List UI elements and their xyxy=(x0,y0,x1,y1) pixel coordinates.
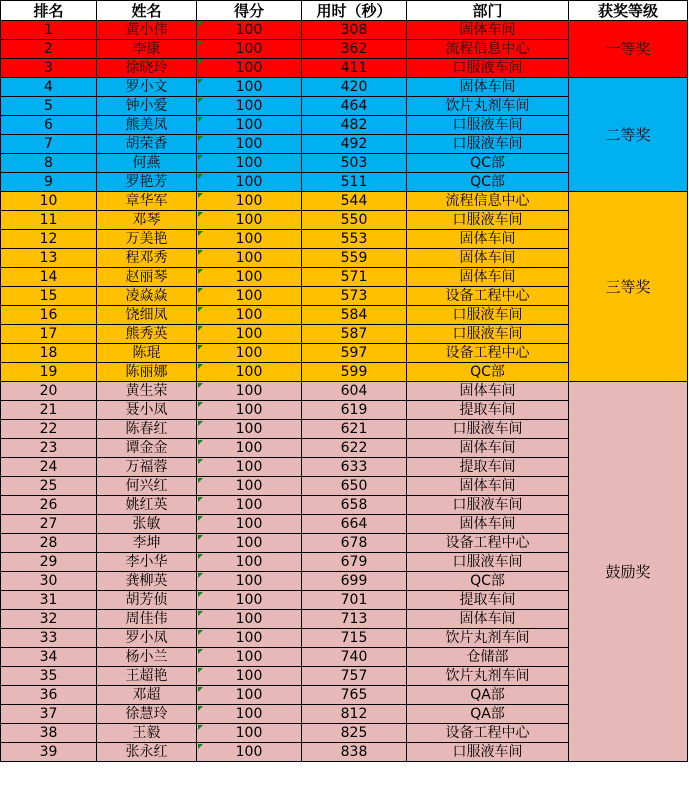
cell-name[interactable]: 李康 xyxy=(97,40,197,59)
cell-time[interactable]: 757 xyxy=(302,667,407,686)
cell-department[interactable]: 提取车间 xyxy=(407,591,569,610)
header-department[interactable]: 部门 xyxy=(407,1,569,21)
cell-department[interactable]: QC部 xyxy=(407,154,569,173)
cell-score[interactable]: 100 xyxy=(197,268,302,287)
cell-department[interactable]: 设备工程中心 xyxy=(407,344,569,363)
cell-rank[interactable]: 3 xyxy=(1,59,97,78)
cell-rank[interactable]: 37 xyxy=(1,705,97,724)
cell-department[interactable]: 提取车间 xyxy=(407,401,569,420)
cell-name[interactable]: 何燕 xyxy=(97,154,197,173)
cell-name[interactable]: 罗艳芳 xyxy=(97,173,197,192)
cell-department[interactable]: 口服液车间 xyxy=(407,59,569,78)
cell-name[interactable]: 杨小兰 xyxy=(97,648,197,667)
cell-time[interactable]: 633 xyxy=(302,458,407,477)
cell-score[interactable]: 100 xyxy=(197,59,302,78)
cell-score[interactable]: 100 xyxy=(197,667,302,686)
cell-time[interactable]: 825 xyxy=(302,724,407,743)
cell-rank[interactable]: 10 xyxy=(1,192,97,211)
header-time[interactable]: 用时（秒） xyxy=(302,1,407,21)
cell-rank[interactable]: 17 xyxy=(1,325,97,344)
cell-department[interactable]: 固体车间 xyxy=(407,477,569,496)
cell-name[interactable]: 罗小文 xyxy=(97,78,197,97)
cell-time[interactable]: 411 xyxy=(302,59,407,78)
cell-name[interactable]: 李小华 xyxy=(97,553,197,572)
cell-score[interactable]: 100 xyxy=(197,306,302,325)
cell-department[interactable]: 固体车间 xyxy=(407,249,569,268)
cell-score[interactable]: 100 xyxy=(197,192,302,211)
cell-name[interactable]: 谭金金 xyxy=(97,439,197,458)
cell-rank[interactable]: 7 xyxy=(1,135,97,154)
cell-department[interactable]: 口服液车间 xyxy=(407,116,569,135)
cell-name[interactable]: 胡荣香 xyxy=(97,135,197,154)
cell-time[interactable]: 765 xyxy=(302,686,407,705)
cell-score[interactable]: 100 xyxy=(197,230,302,249)
cell-time[interactable]: 550 xyxy=(302,211,407,230)
cell-rank[interactable]: 14 xyxy=(1,268,97,287)
cell-rank[interactable]: 27 xyxy=(1,515,97,534)
cell-time[interactable]: 622 xyxy=(302,439,407,458)
cell-score[interactable]: 100 xyxy=(197,287,302,306)
cell-rank[interactable]: 4 xyxy=(1,78,97,97)
cell-name[interactable]: 黄生荣 xyxy=(97,382,197,401)
cell-rank[interactable]: 11 xyxy=(1,211,97,230)
cell-name[interactable]: 聂小凤 xyxy=(97,401,197,420)
cell-department[interactable]: 固体车间 xyxy=(407,268,569,287)
cell-score[interactable]: 100 xyxy=(197,135,302,154)
cell-department[interactable]: 口服液车间 xyxy=(407,325,569,344)
cell-department[interactable]: 仓储部 xyxy=(407,648,569,667)
cell-department[interactable]: 固体车间 xyxy=(407,439,569,458)
cell-name[interactable]: 熊美凤 xyxy=(97,116,197,135)
cell-rank[interactable]: 26 xyxy=(1,496,97,515)
cell-score[interactable]: 100 xyxy=(197,648,302,667)
cell-time[interactable]: 664 xyxy=(302,515,407,534)
table-body xyxy=(1,21,688,762)
cell-time[interactable]: 650 xyxy=(302,477,407,496)
cell-name[interactable]: 邓超 xyxy=(97,686,197,705)
cell-score[interactable]: 100 xyxy=(197,572,302,591)
header-row xyxy=(1,1,688,21)
cell-rank[interactable]: 35 xyxy=(1,667,97,686)
cell-department[interactable]: 口服液车间 xyxy=(407,743,569,762)
cell-rank[interactable]: 5 xyxy=(1,97,97,116)
cell-department[interactable]: 固体车间 xyxy=(407,21,569,40)
cell-time[interactable]: 597 xyxy=(302,344,407,363)
cell-rank[interactable]: 28 xyxy=(1,534,97,553)
cell-time[interactable]: 715 xyxy=(302,629,407,648)
cell-time[interactable]: 740 xyxy=(302,648,407,667)
cell-rank[interactable]: 2 xyxy=(1,40,97,59)
cell-score[interactable]: 100 xyxy=(197,154,302,173)
cell-time[interactable]: 679 xyxy=(302,553,407,572)
cell-department[interactable]: 口服液车间 xyxy=(407,211,569,230)
cell-time[interactable]: 587 xyxy=(302,325,407,344)
cell-department[interactable]: 口服液车间 xyxy=(407,496,569,515)
cell-name[interactable]: 熊秀英 xyxy=(97,325,197,344)
cell-name[interactable]: 钟小爱 xyxy=(97,97,197,116)
cell-time[interactable]: 492 xyxy=(302,135,407,154)
cell-time[interactable]: 604 xyxy=(302,382,407,401)
cell-time[interactable]: 678 xyxy=(302,534,407,553)
cell-department[interactable]: QA部 xyxy=(407,705,569,724)
cell-time[interactable]: 464 xyxy=(302,97,407,116)
cell-department[interactable]: 固体车间 xyxy=(407,382,569,401)
cell-rank[interactable]: 20 xyxy=(1,382,97,401)
cell-rank[interactable]: 24 xyxy=(1,458,97,477)
cell-department[interactable]: 设备工程中心 xyxy=(407,287,569,306)
cell-rank[interactable]: 13 xyxy=(1,249,97,268)
cell-score[interactable]: 100 xyxy=(197,496,302,515)
cell-rank[interactable]: 12 xyxy=(1,230,97,249)
cell-name[interactable]: 王毅 xyxy=(97,724,197,743)
cell-department[interactable]: 固体车间 xyxy=(407,78,569,97)
cell-time[interactable]: 362 xyxy=(302,40,407,59)
cell-score[interactable]: 100 xyxy=(197,40,302,59)
cell-score[interactable]: 100 xyxy=(197,420,302,439)
cell-department[interactable]: 固体车间 xyxy=(407,610,569,629)
cell-score[interactable]: 100 xyxy=(197,705,302,724)
header-rank[interactable]: 排名 xyxy=(1,1,97,21)
cell-department[interactable]: 提取车间 xyxy=(407,458,569,477)
cell-score[interactable]: 100 xyxy=(197,686,302,705)
cell-time[interactable]: 511 xyxy=(302,173,407,192)
header-award-level[interactable]: 获奖等级 xyxy=(569,1,688,21)
cell-rank[interactable]: 33 xyxy=(1,629,97,648)
cell-name[interactable]: 何兴红 xyxy=(97,477,197,496)
cell-name[interactable]: 黄小伟 xyxy=(97,21,197,40)
cell-rank[interactable]: 22 xyxy=(1,420,97,439)
cell-department[interactable]: QC部 xyxy=(407,173,569,192)
table-row xyxy=(1,78,688,97)
cell-rank[interactable]: 19 xyxy=(1,363,97,382)
cell-name[interactable]: 徐晓玲 xyxy=(97,59,197,78)
cell-time[interactable]: 420 xyxy=(302,78,407,97)
cell-award-level[interactable]: 一等奖 xyxy=(569,21,688,78)
cell-name[interactable]: 邓琴 xyxy=(97,211,197,230)
cell-rank[interactable]: 23 xyxy=(1,439,97,458)
cell-department[interactable]: QC部 xyxy=(407,572,569,591)
cell-time[interactable]: 812 xyxy=(302,705,407,724)
cell-rank[interactable]: 29 xyxy=(1,553,97,572)
cell-name[interactable]: 张敏 xyxy=(97,515,197,534)
cell-time[interactable]: 838 xyxy=(302,743,407,762)
cell-time[interactable]: 713 xyxy=(302,610,407,629)
cell-name[interactable]: 张永红 xyxy=(97,743,197,762)
cell-score[interactable]: 100 xyxy=(197,249,302,268)
cell-score[interactable]: 100 xyxy=(197,629,302,648)
cell-department[interactable]: 口服液车间 xyxy=(407,135,569,154)
cell-rank[interactable]: 31 xyxy=(1,591,97,610)
cell-score[interactable]: 100 xyxy=(197,325,302,344)
cell-name[interactable]: 饶细凤 xyxy=(97,306,197,325)
cell-rank[interactable]: 1 xyxy=(1,21,97,40)
cell-name[interactable]: 陈春红 xyxy=(97,420,197,439)
cell-time[interactable]: 599 xyxy=(302,363,407,382)
cell-time[interactable]: 621 xyxy=(302,420,407,439)
cell-time[interactable]: 619 xyxy=(302,401,407,420)
cell-department[interactable]: 口服液车间 xyxy=(407,553,569,572)
cell-rank[interactable]: 18 xyxy=(1,344,97,363)
cell-name[interactable]: 赵丽琴 xyxy=(97,268,197,287)
cell-department[interactable]: 设备工程中心 xyxy=(407,724,569,743)
cell-time[interactable]: 584 xyxy=(302,306,407,325)
cell-score[interactable]: 100 xyxy=(197,743,302,762)
cell-department[interactable]: 设备工程中心 xyxy=(407,534,569,553)
cell-rank[interactable]: 25 xyxy=(1,477,97,496)
cell-rank[interactable]: 6 xyxy=(1,116,97,135)
cell-time[interactable]: 658 xyxy=(302,496,407,515)
cell-rank[interactable]: 21 xyxy=(1,401,97,420)
cell-score[interactable]: 100 xyxy=(197,610,302,629)
cell-score[interactable]: 100 xyxy=(197,553,302,572)
cell-award-level[interactable]: 二等奖 xyxy=(569,78,688,192)
cell-rank[interactable]: 8 xyxy=(1,154,97,173)
cell-score[interactable]: 100 xyxy=(197,344,302,363)
cell-time[interactable]: 559 xyxy=(302,249,407,268)
cell-time[interactable]: 482 xyxy=(302,116,407,135)
cell-name[interactable]: 罗小凤 xyxy=(97,629,197,648)
cell-department[interactable]: 流程信息中心 xyxy=(407,40,569,59)
cell-rank[interactable]: 34 xyxy=(1,648,97,667)
cell-score[interactable]: 100 xyxy=(197,116,302,135)
cell-time[interactable]: 503 xyxy=(302,154,407,173)
cell-name[interactable]: 徐慧玲 xyxy=(97,705,197,724)
cell-department[interactable]: 饮片丸剂车间 xyxy=(407,97,569,116)
cell-score[interactable]: 100 xyxy=(197,211,302,230)
cell-department[interactable]: QC部 xyxy=(407,363,569,382)
cell-rank[interactable]: 16 xyxy=(1,306,97,325)
cell-time[interactable]: 573 xyxy=(302,287,407,306)
cell-department[interactable]: 流程信息中心 xyxy=(407,192,569,211)
cell-score[interactable]: 100 xyxy=(197,363,302,382)
cell-name[interactable]: 万美艳 xyxy=(97,230,197,249)
cell-score[interactable]: 100 xyxy=(197,97,302,116)
cell-name[interactable]: 程邓秀 xyxy=(97,249,197,268)
table-row xyxy=(1,192,688,211)
cell-score[interactable]: 100 xyxy=(197,724,302,743)
cell-time[interactable]: 308 xyxy=(302,21,407,40)
cell-award-level[interactable]: 鼓励奖 xyxy=(569,382,688,762)
cell-time[interactable]: 699 xyxy=(302,572,407,591)
cell-score[interactable]: 100 xyxy=(197,21,302,40)
cell-department[interactable]: 口服液车间 xyxy=(407,420,569,439)
cell-score[interactable]: 100 xyxy=(197,591,302,610)
cell-name[interactable]: 周佳伟 xyxy=(97,610,197,629)
cell-name[interactable]: 李坤 xyxy=(97,534,197,553)
cell-rank[interactable]: 9 xyxy=(1,173,97,192)
cell-department[interactable]: 饮片丸剂车间 xyxy=(407,667,569,686)
cell-score[interactable]: 100 xyxy=(197,458,302,477)
cell-name[interactable]: 姚红英 xyxy=(97,496,197,515)
cell-rank[interactable]: 15 xyxy=(1,287,97,306)
cell-department[interactable]: 饮片丸剂车间 xyxy=(407,629,569,648)
cell-award-level[interactable]: 三等奖 xyxy=(569,192,688,382)
header-name[interactable]: 姓名 xyxy=(97,1,197,21)
cell-score[interactable]: 100 xyxy=(197,401,302,420)
cell-department[interactable]: QA部 xyxy=(407,686,569,705)
cell-score[interactable]: 100 xyxy=(197,534,302,553)
cell-rank[interactable]: 39 xyxy=(1,743,97,762)
cell-name[interactable]: 万福蓉 xyxy=(97,458,197,477)
cell-name[interactable]: 凌焱焱 xyxy=(97,287,197,306)
cell-time[interactable]: 553 xyxy=(302,230,407,249)
cell-name[interactable]: 陈琨 xyxy=(97,344,197,363)
table-row xyxy=(1,21,688,40)
cell-name[interactable]: 章华军 xyxy=(97,192,197,211)
cell-department[interactable]: 固体车间 xyxy=(407,230,569,249)
cell-score[interactable]: 100 xyxy=(197,173,302,192)
cell-department[interactable]: 固体车间 xyxy=(407,515,569,534)
cell-score[interactable]: 100 xyxy=(197,477,302,496)
table-row xyxy=(1,382,688,401)
cell-rank[interactable]: 30 xyxy=(1,572,97,591)
cell-rank[interactable]: 38 xyxy=(1,724,97,743)
cell-name[interactable]: 胡芳侦 xyxy=(97,591,197,610)
cell-score[interactable]: 100 xyxy=(197,382,302,401)
cell-name[interactable]: 龚柳英 xyxy=(97,572,197,591)
cell-score[interactable]: 100 xyxy=(197,515,302,534)
header-score[interactable]: 得分 xyxy=(197,1,302,21)
cell-score[interactable]: 100 xyxy=(197,439,302,458)
cell-department[interactable]: 口服液车间 xyxy=(407,306,569,325)
cell-score[interactable]: 100 xyxy=(197,78,302,97)
cell-time[interactable]: 701 xyxy=(302,591,407,610)
cell-time[interactable]: 544 xyxy=(302,192,407,211)
cell-name[interactable]: 陈丽娜 xyxy=(97,363,197,382)
cell-rank[interactable]: 36 xyxy=(1,686,97,705)
cell-rank[interactable]: 32 xyxy=(1,610,97,629)
cell-time[interactable]: 571 xyxy=(302,268,407,287)
cell-name[interactable]: 王超艳 xyxy=(97,667,197,686)
